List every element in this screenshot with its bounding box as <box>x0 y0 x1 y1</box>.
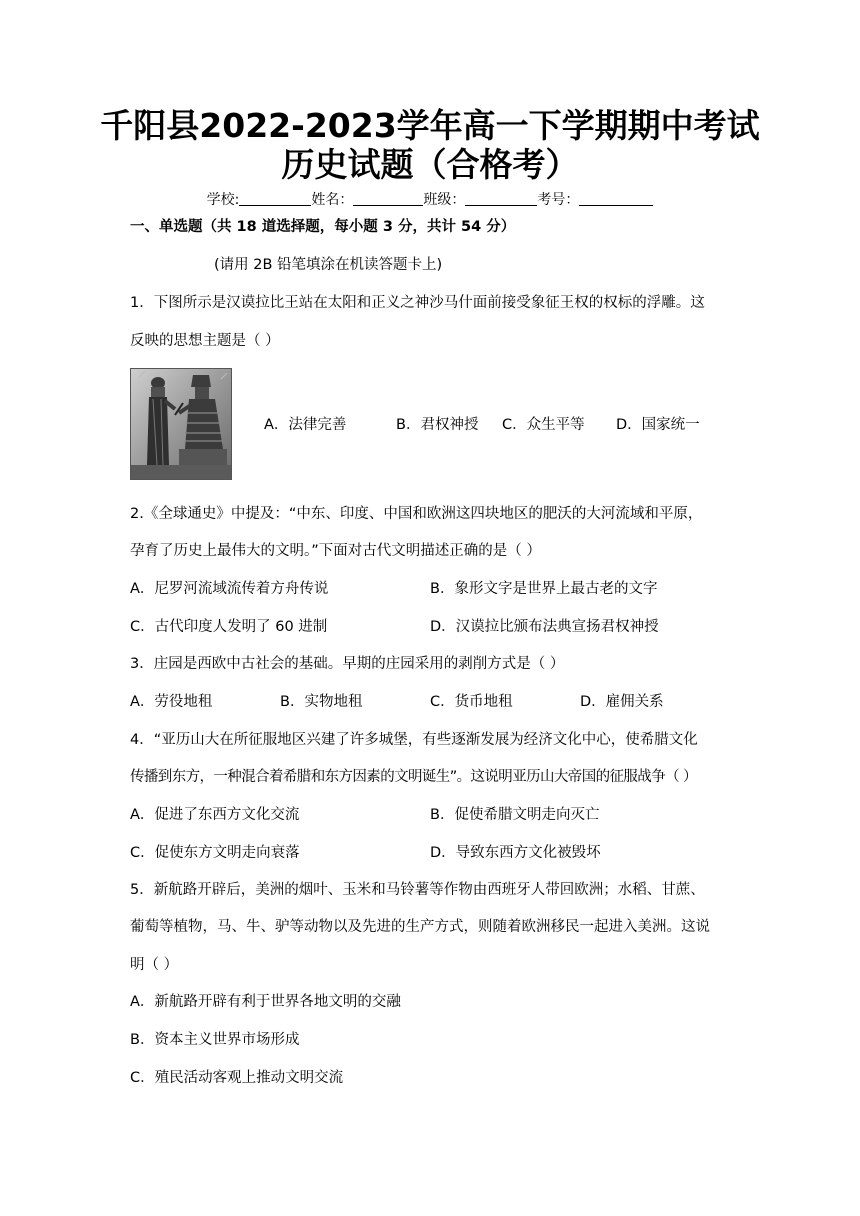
q5-option-b[interactable]: B．资本主义世界市场形成 <box>130 1032 300 1048</box>
school-label: 学校: <box>206 192 240 208</box>
q1-option-b[interactable]: B．君权神授 <box>396 417 479 433</box>
q2-option-d[interactable]: D．汉谟拉比颁布法典宣扬君权神授 <box>430 619 659 635</box>
q3-option-d[interactable]: D．雇佣关系 <box>580 694 664 710</box>
exam-no-label: 考号： <box>537 192 580 208</box>
q1-option-c[interactable]: C．众生平等 <box>502 417 585 433</box>
q5-stem-line2: 葡萄等植物，马、牛、驴等动物以及先进的生产方式，则随着欧洲移民一起进入美洲。这说 <box>130 919 710 935</box>
q4-stem-line1: 4．“亚历山大在所征服地区兴建了许多城堡，有些逐渐发展为经济文化中心，使希腊文化 <box>130 732 698 748</box>
q1-option-a[interactable]: A．法律完善 <box>264 417 347 433</box>
exam-no-blank <box>579 191 653 206</box>
q3-option-a[interactable]: A．劳役地租 <box>130 694 213 710</box>
section-note: (请用 2B 铅笔填涂在机读答题卡上) <box>214 257 443 273</box>
q1-stem-line2: 反映的思想主题是（ ） <box>130 333 280 349</box>
student-info-line <box>0 190 860 210</box>
q1-stem-line1: 1．下图所示是汉谟拉比王站在太阳和正义之神沙马什面前接受象征王权的权标的浮雕。这 <box>130 295 705 311</box>
q1-option-d[interactable]: D．国家统一 <box>616 417 700 433</box>
name-blank <box>353 191 423 206</box>
q2-stem-line1: 2.《全球通史》中提及：“中东、印度、中国和欧洲这四块地区的肥沃的大河流域和平原， <box>130 506 703 522</box>
q5-option-a[interactable]: A．新航路开辟有利于世界各地文明的交融 <box>130 994 401 1010</box>
q4-option-b[interactable]: B．促使希腊文明走向灭亡 <box>430 807 600 823</box>
q2-option-a[interactable]: A．尼罗河流域流传着方舟传说 <box>130 581 329 597</box>
exam-title-line2: 历史试题（合格考） <box>281 145 579 184</box>
name-label: 姓名： <box>311 192 354 208</box>
class-label: 班级： <box>423 192 466 208</box>
section-heading: 一、单选题（共 18 道选择题，每小题 3 分，共计 54 分） <box>130 219 516 235</box>
q5-option-c[interactable]: C．殖民活动客观上推动文明交流 <box>130 1070 344 1086</box>
q5-stem-line3: 明（ ） <box>130 957 179 973</box>
q4-stem-line2: 传播到东方，一种混合着希腊和东方因素的文明诞生”。这说明亚历山大帝国的征服战争（ ） <box>130 769 697 785</box>
class-blank <box>465 191 537 206</box>
q4-option-a[interactable]: A．促进了东西方文化交流 <box>130 807 300 823</box>
q3-stem-line1: 3．庄园是西欧中古社会的基础。早期的庄园采用的剥削方式是（ ） <box>130 656 565 672</box>
q2-option-b[interactable]: B．象形文字是世界上最古老的文字 <box>430 581 658 597</box>
q2-stem-line2: 孕育了历史上最伟大的文明。”下面对古代文明描述正确的是（ ） <box>130 543 541 559</box>
q4-option-c[interactable]: C．促使东方文明走向衰落 <box>130 845 300 861</box>
q3-option-c[interactable]: C．货币地租 <box>430 694 513 710</box>
school-blank <box>239 191 311 206</box>
q2-option-c[interactable]: C．古代印度人发明了 60 进制 <box>130 619 328 635</box>
exam-title-line1: 千阳县2022-2023学年高一下学期期中考试 <box>100 106 760 145</box>
relief-illustration <box>131 369 231 479</box>
q5-stem-line1: 5．新航路开辟后，美洲的烟叶、玉米和马铃薯等作物由西班牙人带回欧洲；水稻、甘蔗、 <box>130 882 705 898</box>
hammurabi-relief-image <box>130 368 232 480</box>
q3-option-b[interactable]: B．实物地租 <box>280 694 363 710</box>
q4-option-d[interactable]: D．导致东西方文化被毁坏 <box>430 845 601 861</box>
